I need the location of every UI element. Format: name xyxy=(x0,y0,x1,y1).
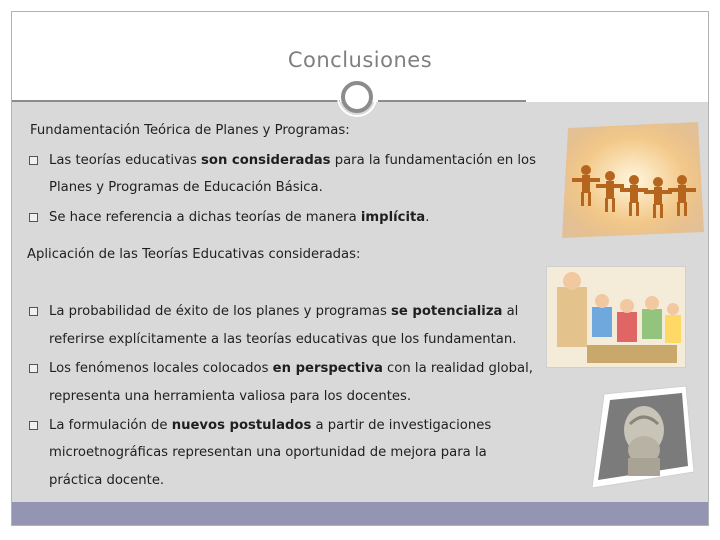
footer-bar xyxy=(12,502,708,525)
classroom-illustration xyxy=(546,266,686,368)
bullet-icon xyxy=(29,156,38,165)
section1-bullet2-line1: Se hace referencia a dichas teorías de manera implícita. xyxy=(49,210,430,225)
section1-heading: Fundamentación Teórica de Planes y Programas: xyxy=(30,123,350,138)
paper-dolls-image xyxy=(558,120,706,240)
section1-bullet1-line2: Planes y Programas de Educación Básica. xyxy=(49,180,323,195)
bullet-icon xyxy=(29,307,38,316)
bullet-icon xyxy=(29,421,38,430)
bullet-icon xyxy=(29,364,38,373)
section2-bullet2-line1: Los fenómenos locales colocados en perspectiva con la realidad global, xyxy=(49,361,533,376)
title-rule-right xyxy=(378,100,526,102)
section2-bullet2-line2: representa una herramienta valiosa para los docentes. xyxy=(49,389,412,404)
ring-ornament-icon xyxy=(341,81,373,113)
section2-bullet1-line1: La probabilidad de éxito de los planes y programas se potencializa al xyxy=(49,304,519,319)
section1-bullet1-line1: Las teorías educativas son consideradas para la fundamentación en los xyxy=(49,153,536,168)
section2-bullet1-line2: referirse explícitamente a las teorías educativas que los fundamentan. xyxy=(49,332,517,347)
section2-heading: Aplicación de las Teorías Educativas consideradas: xyxy=(27,247,361,262)
section2-bullet3-line1: La formulación de nuevos postulados a partir de investigaciones xyxy=(49,418,492,433)
title-rule-left xyxy=(12,100,340,102)
section2-bullet3-line3: práctica docente. xyxy=(49,473,165,488)
section2-bullet3-line2: microetnográficas representan una oportunidad de mejora para la xyxy=(49,445,487,460)
bullet-icon xyxy=(29,213,38,222)
philosopher-bust-photo xyxy=(586,384,696,490)
slide-title: Conclusiones xyxy=(287,48,433,72)
